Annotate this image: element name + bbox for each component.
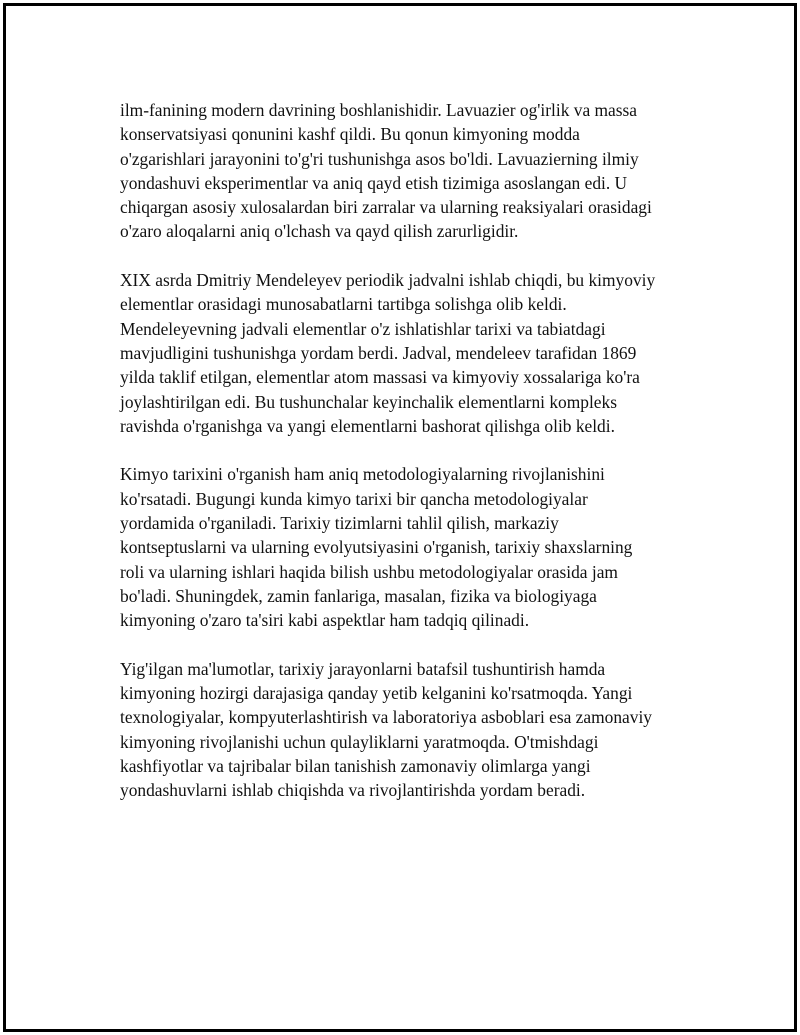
text-line: yondashuvi eksperimentlar va aniq qayd etish tizimiga asoslangan edi. U xyxy=(120,172,628,193)
text-line: yordamida o'rganiladi. Tarixiy tizimlarni tahlil qilish, markaziy xyxy=(120,513,559,534)
paragraph xyxy=(120,462,720,632)
paragraph xyxy=(120,268,720,438)
text-line: kashfiyotlar va tajribalar bilan tanishish zamonaviy olimlarga yangi xyxy=(120,756,591,777)
text-line: konservatsiyasi qonunini kashf qildi. Bu qonun kimyoning modda xyxy=(120,124,580,145)
text-line: Mendeleyevning jadvali elementlar o'z ishlatishlar tarixi va tabiatdagi xyxy=(120,318,606,339)
document-page xyxy=(3,3,797,1032)
text-line: yilda taklif etilgan, elementlar atom massasi va kimyoviy xossalariga ko'ra xyxy=(120,367,640,388)
text-line: kimyoning o'zaro ta'siri kabi aspektlar ham tadqiq qilinadi. xyxy=(120,610,530,631)
text-line: chiqargan asosiy xulosalardan biri zarralar va ularning reaksiyalari orasidagi xyxy=(120,197,652,218)
text-line: joylashtirilgan edi. Bu tushunchalar keyinchalik elementlarni kompleks xyxy=(120,391,617,412)
text-line: texnologiyalar, kompyuterlashtirish va laboratoriya asboblari esa zamonaviy xyxy=(120,707,652,728)
text-line: mavjudligini tushunishga yordam berdi. Jadval, mendeleev tarafidan 1869 xyxy=(120,342,637,363)
text-line: Kimyo tarixini o'rganish ham aniq metodologiyalarning rivojlanishini xyxy=(120,464,605,485)
text-line: ravishda o'rganishga va yangi elementlarni bashorat qilishga olib keldi. xyxy=(120,415,615,436)
text-line: bo'ladi. Shuningdek, zamin fanlariga, masalan, fizika va biologiyaga xyxy=(120,585,597,606)
text-line: elementlar orasidagi munosabatlarni tartibga solishga olib keldi. xyxy=(120,294,567,315)
paragraph xyxy=(120,98,720,244)
text-line: ilm-fanining modern davrining boshlanishidir. Lavuazier og'irlik va massa xyxy=(120,100,638,120)
text-line: kimyoning rivojlanishi uchun qulayliklarni yaratmoqda. O'tmishdagi xyxy=(120,731,599,752)
text-line: Yig'ilgan ma'lumotlar, tarixiy jarayonlarni batafsil tushuntirish hamda xyxy=(120,658,606,679)
text-line: kimyoning hozirgi darajasiga qanday yetib kelganini ko'rsatmoqda. Yangi xyxy=(120,683,633,704)
document-body xyxy=(120,98,720,827)
text-line: o'zaro aloqalarni aniq o'lchash va qayd qilish zarurligidir. xyxy=(120,221,519,242)
text-line: roli va ularning ishlari haqida bilish ushbu metodologiyalar orasida jam xyxy=(120,561,618,582)
text-line: ko'rsatadi. Bugungi kunda kimyo tarixi bir qancha metodologiyalar xyxy=(120,488,588,509)
text-line: kontseptuslarni va ularning evolyutsiyasini o'rganish, tarixiy shaxslarning xyxy=(120,537,633,558)
paragraph xyxy=(120,657,720,803)
text-line: yondashuvlarni ishlab chiqishda va rivojlantirishda yordam beradi. xyxy=(120,780,586,801)
text-line: o'zgarishlari jarayonini to'g'ri tushunishga asos bo'ldi. Lavuazierning ilmiy xyxy=(120,148,639,169)
text-line: XIX asrda Dmitriy Mendeleyev periodik jadvalni ishlab chiqdi, bu kimyoviy xyxy=(120,270,656,291)
